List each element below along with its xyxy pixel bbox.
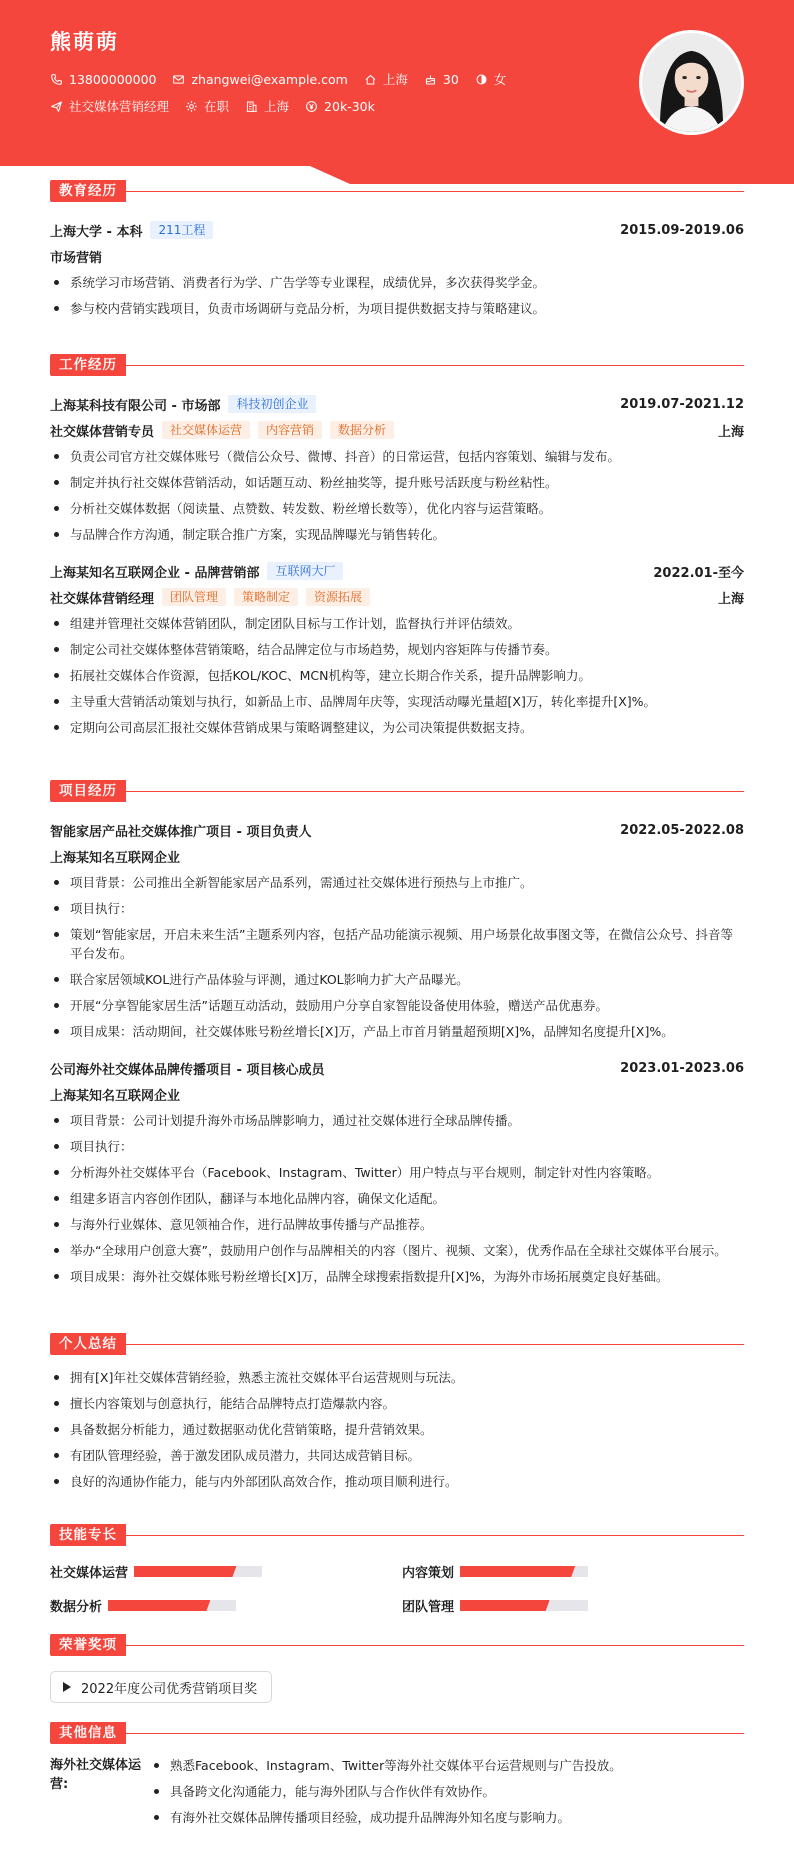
list-item: 具备数据分析能力，通过数据驱动优化营销策略，提升营销效果。 [50,1420,744,1439]
list-item: 联合家居领域KOL进行产品体验与评测，通过KOL影响力扩大产品曝光。 [50,970,744,989]
company-name: 上海某科技有限公司 - 市场部 [50,398,221,414]
building-icon [245,100,258,113]
project-entry [50,820,744,1041]
other-bullets [150,1756,744,1834]
send-icon [50,100,63,113]
section-divider [126,1535,744,1536]
projects-section [50,780,744,1293]
work-location: 上海 [717,591,744,607]
job-intent-row [50,97,391,115]
skill-bar [134,1566,262,1577]
section-header [50,1524,744,1546]
project-entry [50,1058,744,1286]
list-item: 组建并管理社交媒体营销团队，制定团队目标与工作计划，监督执行并评估绩效。 [50,614,744,633]
target-job-text: 社交媒体营销经理 [69,99,170,114]
skills-section [50,1524,744,1624]
age-text: 30 [442,71,459,87]
work-location: 上海 [717,424,744,440]
other-row [50,1756,744,1834]
gear-icon [185,100,198,113]
list-item: 有团队管理经验，善于激发团队成员潜力，共同达成营销目标。 [50,1446,744,1465]
list-item: 与海外行业媒体、意见领袖合作，进行品牌故事传播与产品推荐。 [50,1215,744,1234]
section-divider [126,1645,744,1646]
section-divider [126,191,744,192]
work-entry [50,394,744,544]
list-item: 具备跨文化沟通能力，能与海外团队与合作伙伴有效协作。 [150,1782,744,1801]
list-item: 有海外社交媒体品牌传播项目经验，成功提升品牌海外知名度与影响力。 [150,1808,744,1827]
section-title: 项目经历 [50,780,126,802]
section-header [50,1634,744,1656]
other-section [50,1722,744,1834]
mail-icon [172,73,185,86]
phone-item [50,72,156,87]
list-item: 系统学习市场营销、消费者行为学、广告学等专业课程，成绩优异，多次获得奖学金。 [50,273,744,292]
home-icon [364,73,377,86]
age-item [424,72,459,87]
school-tag: 211工程 [150,221,213,239]
list-item: 负责公司官方社交媒体账号（微信公众号、微博、抖音）的日常运营，包括内容策划、编辑与发布。 [50,447,744,466]
list-item: 良好的沟通协作能力，能与内外部团队高效合作，推动项目顺利进行。 [50,1472,744,1491]
gender-item [475,70,507,88]
list-item: 分析社交媒体数据（阅读量、点赞数、转发数、粉丝增长数等），优化内容与运营策略。 [50,499,744,518]
skill-item [50,1562,262,1581]
skill-fill [108,1600,210,1611]
skill-item [402,1562,588,1581]
work-entry [50,561,744,737]
skill-name: 数据分析 [50,1600,103,1615]
work-date: 2022.01-至今 [653,565,744,581]
job-role: 社交媒体营销经理 [50,591,155,607]
work-section [50,354,744,744]
section-header [50,780,744,802]
section-divider [126,791,744,792]
skill-tag: 策略制定 [234,588,298,606]
section-title: 教育经历 [50,180,126,202]
section-header [50,180,744,202]
project-org: 上海某知名互联网企业 [50,850,181,866]
skill-item [50,1596,236,1615]
project-date: 2023.01-2023.06 [620,1060,744,1076]
section-title: 工作经历 [50,354,126,376]
skill-tag: 资源拓展 [306,588,370,606]
summary-section [50,1333,744,1498]
skill-fill [460,1566,575,1577]
award-item[interactable] [50,1671,272,1703]
section-title: 其他信息 [50,1722,126,1744]
list-item: 参与校内营销实践项目，负责市场调研与竞品分析，为项目提供数据支持与策略建议。 [50,299,744,318]
target-city-item [245,97,289,115]
email-item [172,72,347,87]
salary-text: 20k-30k [324,98,375,114]
award-text: 2022年度公司优秀营销项目奖 [81,1681,258,1697]
gender-text: 女 [493,72,507,87]
list-item: 拥有[X]年社交媒体营销经验，熟悉主流社交媒体平台运营规则与玩法。 [50,1368,744,1387]
avatar-portrait [642,33,741,132]
salary-item [305,99,375,114]
list-item: 项目背景：公司计划提升海外市场品牌影响力，通过社交媒体进行全球品牌传播。 [50,1111,744,1130]
project-date: 2022.05-2022.08 [620,822,744,838]
list-item: 拓展社交媒体合作资源，包括KOL/KOC、MCN机构等，建立长期合作关系，提升品牌影响力。 [50,666,744,685]
status-text: 在职 [204,99,230,114]
skill-tag: 内容营销 [258,421,322,439]
list-item: 主导重大营销活动策划与执行，如新品上市、品牌周年庆等，实现活动曝光量超[X]万，转化率提升[X]%。 [50,692,744,711]
coin-icon [305,100,318,113]
phone-icon [50,73,63,86]
project-bullets [50,873,744,1041]
email-text: zhangwei@example.com [191,71,348,87]
company-name: 上海某知名互联网企业 - 品牌营销部 [50,565,260,581]
list-item: 项目成果：海外社交媒体账号粉丝增长[X]万，品牌全球搜索指数提升[X]%，为海外市场拓展奠定良好基础。 [50,1267,744,1286]
project-bullets [50,1111,744,1286]
school-name: 上海大学 - 本科 [50,224,143,240]
list-item: 组建多语言内容创作团队，翻译与本地化品牌内容，确保文化适配。 [50,1189,744,1208]
section-header [50,1722,744,1744]
major: 市场营销 [50,250,103,266]
list-item: 项目成果：活动期间，社交媒体账号粉丝增长[X]万，产品上市首月销量超预期[X]%，品牌知名度提升[X]%。 [50,1022,744,1041]
skill-fill [460,1600,550,1611]
cake-icon [424,73,437,86]
candidate-name: 熊萌萌 [50,30,119,54]
target-job-item [50,97,169,115]
skill-bar [460,1566,588,1577]
skill-tag: 团队管理 [162,588,226,606]
list-item: 项目背景：公司推出全新智能家居产品系列，需通过社交媒体进行预热与上市推广。 [50,873,744,892]
play-icon [63,1682,71,1692]
summary-bullets [50,1368,744,1491]
skill-bar [460,1600,588,1611]
skill-name: 团队管理 [402,1600,455,1615]
list-item: 开展“分享智能家居生活”话题互动活动，鼓励用户分享自家智能设备使用体验，赠送产品优惠券。 [50,996,744,1015]
project-title: 智能家居产品社交媒体推广项目 - 项目负责人 [50,824,312,840]
gender-icon [475,73,488,86]
skill-fill [134,1566,236,1577]
section-header [50,354,744,376]
phone-text: 13800000000 [69,71,157,87]
list-item: 分析海外社交媒体平台（Facebook、Instagram、Twitter）用户特点与平台规则，制定针对性内容策略。 [50,1163,744,1182]
work-bullets [50,447,744,544]
list-item: 定期向公司高层汇报社交媒体营销成果与策略调整建议，为公司决策提供数据支持。 [50,718,744,737]
education-bullets [50,273,744,318]
list-item: 制定并执行社交媒体营销活动，如话题互动、粉丝抽奖等，提升账号活跃度与粉丝粘性。 [50,473,744,492]
skill-tag: 社交媒体运营 [162,421,250,439]
skill-tag: 数据分析 [330,421,394,439]
education-entry-header [50,220,744,240]
target-city-text: 上海 [264,99,290,114]
education-date: 2015.09-2019.06 [620,222,744,238]
list-item: 与品牌合作方沟通，制定联合推广方案，实现品牌曝光与销售转化。 [50,525,744,544]
list-item: 项目执行： [50,899,744,918]
resume-header [0,0,794,184]
skill-name: 社交媒体运营 [50,1566,129,1581]
contact-row [50,70,522,88]
city-text: 上海 [382,72,408,87]
company-tag: 科技初创企业 [228,395,316,413]
section-divider [126,1733,744,1734]
list-item: 擅长内容策划与创意执行，能结合品牌特点打造爆款内容。 [50,1394,744,1413]
status-item [185,97,229,115]
list-item: 举办“全球用户创意大赛”，鼓励用户创作与品牌相关的内容（图片、视频、文案），优秀作品在全球社交媒体平台展示。 [50,1241,744,1260]
list-item: 熟悉Facebook、Instagram、Twitter等海外社交媒体平台运营规则与广告投放。 [150,1756,744,1775]
section-title: 荣誉奖项 [50,1634,126,1656]
list-item: 策划“智能家居，开启未来生活”主题系列内容，包括产品功能演示视频、用户场景化故事图文等，在微信公众号、抖音等平台发布。 [50,925,744,963]
avatar [639,30,744,135]
section-title: 技能专长 [50,1524,126,1546]
skill-item [402,1596,588,1615]
company-tag: 互联网大厂 [267,562,343,580]
job-role: 社交媒体营销专员 [50,424,155,440]
work-bullets [50,614,744,737]
section-title: 个人总结 [50,1333,126,1355]
section-divider [126,365,744,366]
section-divider [126,1344,744,1345]
other-label: 海外社交媒体运营: [50,1758,142,1792]
city-item [364,70,408,88]
project-title: 公司海外社交媒体品牌传播项目 - 项目核心成员 [50,1062,325,1078]
skill-name: 内容策划 [402,1566,455,1581]
work-date: 2019.07-2021.12 [620,396,744,412]
list-item: 项目执行： [50,1137,744,1156]
section-header [50,1333,744,1355]
awards-section [50,1634,744,1704]
list-item: 制定公司社交媒体整体营销策略，结合品牌定位与市场趋势，规划内容矩阵与传播节奏。 [50,640,744,659]
education-section [50,180,744,325]
project-org: 上海某知名互联网企业 [50,1088,181,1104]
skill-bar [108,1600,236,1611]
